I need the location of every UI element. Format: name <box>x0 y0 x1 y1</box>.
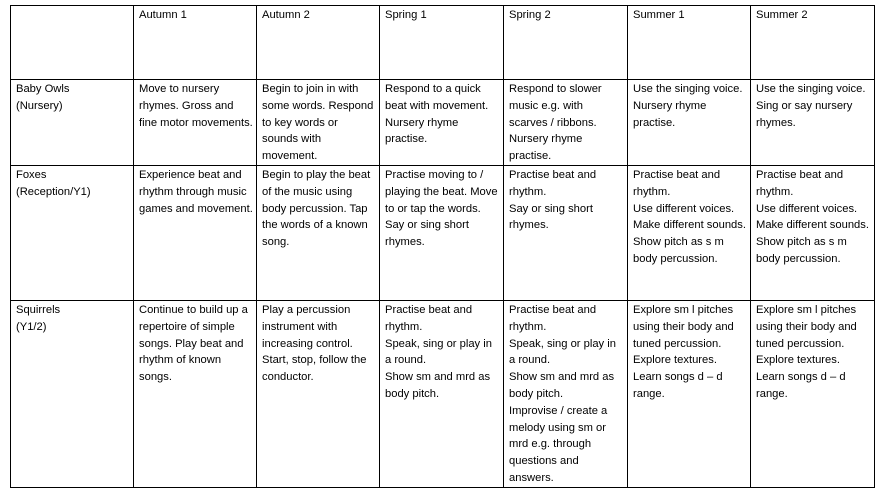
cell-squirrels-autumn-2: Play a percussion instrument with increasing control. Start, stop, follow the conductor. <box>257 301 380 488</box>
cell-baby-owls-autumn-1: Move to nursery rhymes. Gross and fine motor movements. <box>134 80 257 166</box>
group-label-squirrels: Squirrels (Y1/2) <box>11 301 134 488</box>
header-autumn-2: Autumn 2 <box>257 6 380 80</box>
cell-baby-owls-summer-2: Use the singing voice. Sing or say nursery rhymes. <box>751 80 875 166</box>
cell-foxes-autumn-2: Begin to play the beat of the music using body percussion. Tap the words of a known song. <box>257 166 380 301</box>
cell-squirrels-spring-1: Practise beat and rhythm. Speak, sing or play in a round. Show sm and mrd as body pitch. <box>380 301 504 488</box>
header-corner-cell <box>11 6 134 80</box>
cell-squirrels-summer-1: Explore sm l pitches using their body and tuned percussion. Explore textures. Learn songs d – d range. <box>628 301 751 488</box>
cell-foxes-spring-1: Practise moving to / playing the beat. Move to or tap the words. Say or sing short rhymes. <box>380 166 504 301</box>
table-row-squirrels <box>11 301 875 488</box>
header-autumn-1: Autumn 1 <box>134 6 257 80</box>
header-summer-2: Summer 2 <box>751 6 875 80</box>
cell-squirrels-autumn-1: Continue to build up a repertoire of simple songs. Play beat and rhythm of known songs. <box>134 301 257 488</box>
cell-foxes-summer-1: Practise beat and rhythm. Use different voices. Make different sounds. Show pitch as s m body percussion. <box>628 166 751 301</box>
cell-foxes-spring-2: Practise beat and rhythm. Say or sing short rhymes. <box>504 166 628 301</box>
table-row-baby-owls <box>11 80 875 166</box>
header-spring-1: Spring 1 <box>380 6 504 80</box>
header-row <box>11 6 875 80</box>
curriculum-document <box>10 5 874 488</box>
table-row-foxes <box>11 166 875 301</box>
header-summer-1: Summer 1 <box>628 6 751 80</box>
cell-foxes-autumn-1: Experience beat and rhythm through music games and movement. <box>134 166 257 301</box>
cell-baby-owls-summer-1: Use the singing voice. Nursery rhyme practise. <box>628 80 751 166</box>
header-spring-2: Spring 2 <box>504 6 628 80</box>
cell-squirrels-spring-2: Practise beat and rhythm. Speak, sing or play in a round. Show sm and mrd as body pitch. Improvise / create a melody using sm or mrd e.g. through questions and answers. <box>504 301 628 488</box>
music-curriculum-table <box>10 5 875 488</box>
cell-baby-owls-spring-1: Respond to a quick beat with movement. Nursery rhyme practise. <box>380 80 504 166</box>
cell-foxes-summer-2: Practise beat and rhythm. Use different voices. Make different sounds. Show pitch as s m body percussion. <box>751 166 875 301</box>
group-label-baby-owls: Baby Owls (Nursery) <box>11 80 134 166</box>
group-label-foxes: Foxes (Reception/Y1) <box>11 166 134 301</box>
cell-squirrels-summer-2: Explore sm l pitches using their body and tuned percussion. Explore textures. Learn songs d – d range. <box>751 301 875 488</box>
cell-baby-owls-spring-2: Respond to slower music e.g. with scarves / ribbons. Nursery rhyme practise. <box>504 80 628 166</box>
cell-baby-owls-autumn-2: Begin to join in with some words. Respond to key words or sounds with movement. <box>257 80 380 166</box>
